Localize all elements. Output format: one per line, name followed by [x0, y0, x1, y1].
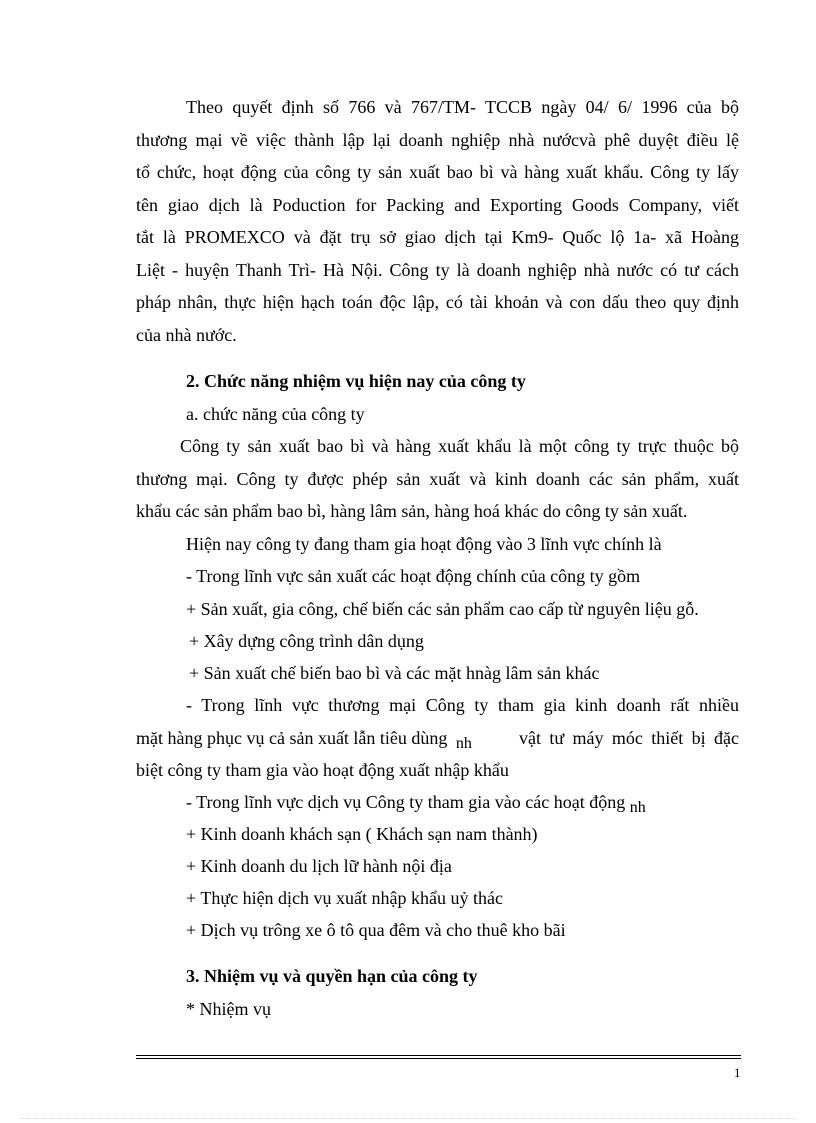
paragraph-trade-text-b: vật tư máy móc thiết bị đặc — [519, 728, 739, 748]
list-item-civil-construction: + Xây dựng công trình dân dụng — [189, 631, 424, 651]
paragraph-1-line-8: của nhà nước. — [136, 325, 237, 345]
footer-rule-bottom — [136, 1058, 741, 1059]
paragraph-trade-fragment: nh — [455, 735, 472, 752]
list-item-packaging: + Sản xuất chế biến bao bì và các mặt hnàg lâm sản khác — [189, 663, 600, 683]
page-number: 1 — [734, 1065, 741, 1080]
list-services-intro-text: - Trong lĩnh vực dịch vụ Công ty tham gia vào các hoạt động — [186, 792, 626, 812]
paragraph-1-line-5: tắt là PROMEXCO và đặt trụ sở giao dịch tại Km9- Quốc lộ 1a- xã Hoàng — [136, 227, 739, 247]
paragraph-2-line-1: Công ty sản xuất bao bì và hàng xuất khẩu là một công ty trực thuộc bộ — [180, 436, 739, 456]
paragraph-trade-line-3: biệt công ty tham gia vào hoạt động xuất nhập khẩu — [136, 760, 509, 780]
paragraph-trade-line-2 — [136, 727, 472, 751]
paragraph-3: Hiện nay công ty đang tham gia hoạt động vào 3 lĩnh vực chính là — [186, 534, 662, 554]
list-item-hotel: + Kinh doanh khách sạn ( Khách sạn nam thành) — [186, 824, 538, 844]
list-item-import-export: + Thực hiện dịch vụ xuất nhập khẩu uỷ thác — [186, 888, 503, 908]
footer-rule-top — [136, 1055, 741, 1056]
list-production-intro: - Trong lĩnh vực sản xuất các hoạt động chính của công ty gồm — [186, 566, 641, 586]
paragraph-trade-line-1: - Trong lĩnh vực thương mại Công ty tham gia kinh doanh rất nhiều — [186, 695, 739, 715]
list-item-tourism: + Kinh doanh du lịch lữ hành nội địa — [186, 856, 452, 876]
paragraph-1-line-4: tên giao dịch là Poduction for Packing and Exporting Goods Company, viết — [136, 195, 739, 215]
paragraph-trade-text-a: mặt hàng phục vụ cả sản xuất lẫn tiêu dùng — [136, 728, 448, 748]
section-3-heading: 3. Nhiệm vụ và quyền hạn của công ty — [186, 966, 478, 986]
paragraph-1-line-6: Liệt - huyện Thanh Trì- Hà Nội. Công ty là doanh nghiệp nhà nước có tư cách — [136, 260, 739, 280]
list-item-parking: + Dịch vụ trông xe ô tô qua đêm và cho thuê kho bãi — [186, 920, 566, 940]
paragraph-2-line-2: thương mại. Công ty được phép sản xuất và kinh doanh các sản phẩm, xuất — [136, 469, 739, 489]
paragraph-1-line-3: tổ chức, hoạt động của công ty sản xuất bao bì và hàng xuất khẩu. Công ty lấy — [136, 162, 739, 182]
subsection-duties-heading: * Nhiệm vụ — [186, 999, 271, 1019]
subsection-a-heading: a. chức năng của công ty — [186, 404, 365, 424]
list-item-wood-products: + Sản xuất, gia công, chế biến các sản phẩm cao cấp từ nguyên liệu gỗ. — [186, 599, 699, 619]
paragraph-1-line-7: pháp nhân, thực hiện hạch toán độc lập, có tài khoản và con dấu theo quy định — [136, 292, 739, 312]
list-services-intro-fragment: nh — [629, 799, 646, 816]
list-services-intro — [186, 791, 646, 815]
paragraph-2-line-3: khẩu các sản phẩm bao bì, hàng lâm sản, hàng hoá khác do công ty sản xuất. — [136, 501, 688, 521]
paragraph-1-line-1: Theo quyết định số 766 và 767/TM- TCCB ngày 04/ 6/ 1996 của bộ — [186, 97, 739, 117]
section-2-heading: 2. Chức năng nhiệm vụ hiện nay của công ty — [186, 371, 526, 391]
paragraph-1-line-2: thương mại về việc thành lập lại doanh nghiệp nhà nướcvà phê duyệt điều lệ — [136, 130, 739, 150]
page-bottom-dotted-border — [20, 1118, 796, 1119]
